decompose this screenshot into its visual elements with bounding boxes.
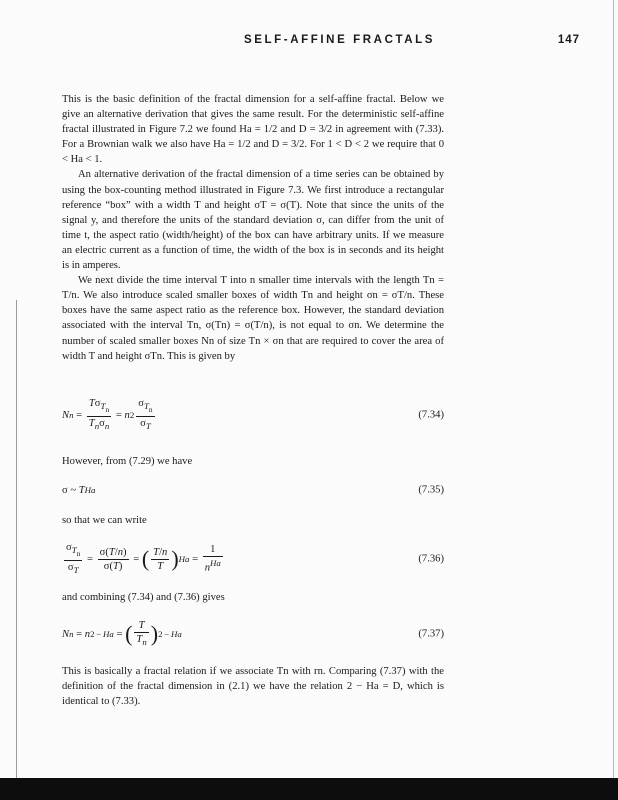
text-block-3 [62,513,444,528]
running-head [0,34,618,50]
chapter-title: SELF-AFFINE FRACTALS [244,34,436,46]
equation-7-34 [62,395,444,435]
text-block-5 [62,664,444,709]
paragraph-1: This is the basic definition of the fractal dimension for a self-affine fractal. Below we give an alternative derivation that gives the same result. For the deterministic self-affine fractal illustrated in Figure 7.2 we found Ha = 1/2 and D = 3/2 in agreement with (7.33). For a Brownian walk we also have Ha = 1/2 and D = 3/2. For 1 < D < 2 we require that 0 < Ha < 1. [62,94,444,166]
paragraph-6: and combining (7.34) and (7.36) gives [62,592,225,603]
text-block-4 [62,590,444,605]
equation-7-37 [62,612,444,656]
equation-body: $\frac{\sigma_{T_n}}{\sigma_T}$ = $\frac{\sigma(T/n)}{\sigma(T)}$ = ( $\frac{T/n}{T}$ ) Ha = $\frac{1}{n^{Ha}}$ [66,542,221,575]
page-number: 147 [557,34,580,46]
text-block-2 [62,454,444,469]
equation-number: (7.34) [418,409,444,421]
paragraph-7: This is basically a fractal relation if we associate Tn with rn. Comparing (7.37) with the definition of the fractal dimension in (2.1) we have the relation 2 − Ha = D, which is identical to (7.33). [62,666,444,708]
equation-number: (7.36) [418,553,444,565]
paragraph-4: However, from (7.29) we have [62,456,193,467]
scan-edge-line [613,0,614,800]
equation-body: σ ~ T Ha [62,484,96,496]
text-block-1 [62,92,444,364]
equation-7-35 [62,478,444,502]
scan-bottom-border [0,778,618,800]
equation-number: (7.37) [418,628,444,640]
scan-edge-line [16,300,17,780]
paragraph-3: We next divide the time interval T into n smaller time intervals with the length Tn = T/n. We also introduce scaled smaller boxes of width Tn and height σn = σT/n. These boxes have the same aspect ratio as the reference box. However, the standard deviation associated with the interval Tn, σ(Tn) = σ(T/n), is not equal to σn. We determine the number of scaled smaller boxes Nn of size Tn × σn that are required to cover the area of width T and height σTn. This is given by [62,275,444,362]
equation-body: N n = n 2 − Ha = ( $\frac{T}{T_n}$ ) 2 − Ha [62,619,182,648]
equation-body: N n = $\frac{T\sigma_{T_n}}{T_n\sigma_n}$ = n 2 $\frac{\sigma_{T_n}}{\sigma_T}$ [62,398,153,431]
equation-7-36 [62,537,444,581]
equation-number: (7.35) [418,484,444,496]
paragraph-5: so that we can write [62,515,147,526]
paragraph-2: An alternative derivation of the fractal dimension of a time series can be obtained by using the box-counting method illustrated in Figure 7.3. We first introduce a rectangular reference “box” with a width T and height σT = σ(T). Note that since the units of the signal y, and therefore the units of the standard deviation σ, can differ from the unit of time t, the aspect ratio (width/height) of the box can have arbitrary units. If we measure an electric current as a function of time, the width of the box is in seconds and its height is in amperes. [62,169,444,272]
